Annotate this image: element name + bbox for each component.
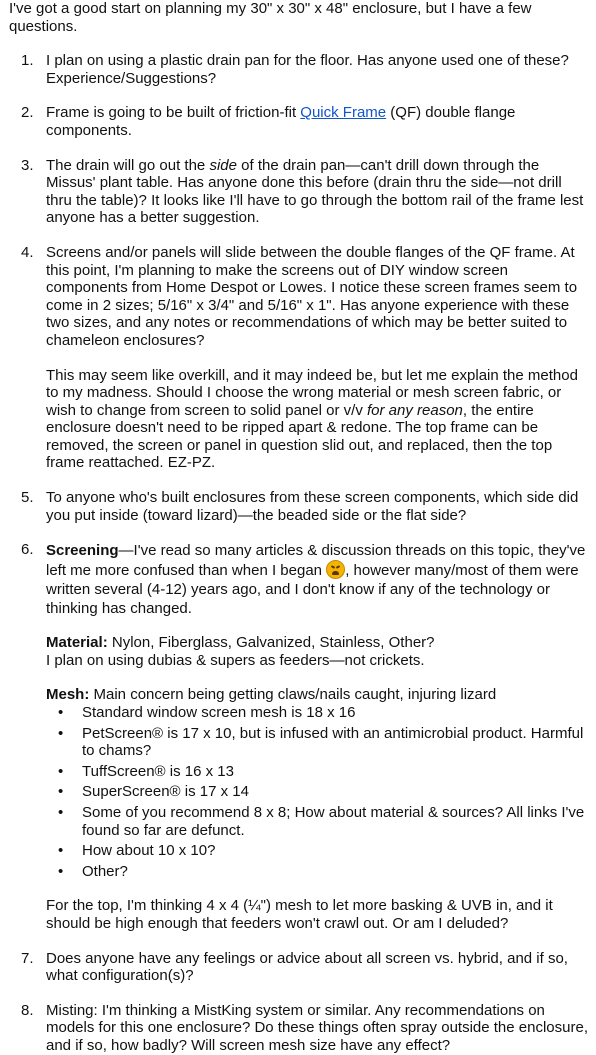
question-number: 1. xyxy=(21,52,34,70)
material-options: Nylon, Fiberglass, Galvanized, Stainless, Other? xyxy=(107,634,435,652)
text-segment: , the entire enclosure doesn't need to be ripped apart & redone. The top frame can be removed, the screen or panel in question slid out, and replaced, then the top frame reattached. EZ-PZ. xyxy=(46,401,553,472)
list-item: • How about 10 x 10? xyxy=(58,842,590,860)
text-segment: , however many/most of them were written several (4-12) years ago, and I don't know if any of the technology or thinking has changed. xyxy=(46,562,579,618)
question-4 xyxy=(9,244,596,472)
question-number: 6. xyxy=(21,541,34,559)
question-text xyxy=(46,157,590,227)
emphasis-text: side xyxy=(209,156,237,174)
mesh-label: Mesh: xyxy=(46,686,90,704)
question-3 xyxy=(9,157,596,227)
question-6 xyxy=(9,541,596,932)
list-item: • Some of you recommend 8 x 8; How about material & sources? All links I've found so far are defunct. xyxy=(58,804,590,839)
text-segment: The drain will go out the xyxy=(46,156,210,174)
list-item: • TuffScreen® is 16 x 13 xyxy=(58,763,590,781)
question-8 xyxy=(9,1002,596,1055)
question-text xyxy=(46,541,590,618)
question-number: 4. xyxy=(21,243,34,261)
mesh-line xyxy=(46,686,590,704)
question-5 xyxy=(9,489,596,524)
list-item: • SuperScreen® is 17 x 14 xyxy=(58,783,590,801)
screening-heading: Screening xyxy=(46,542,119,560)
list-item: • PetScreen® is 17 x 10, but is infused with an antimicrobial product. Harmful to chams? xyxy=(58,725,590,760)
question-7 xyxy=(9,950,596,985)
text-segment: —I've read so many articles & discussion threads on this topic, they've left me more confused than when I began xyxy=(46,542,586,580)
text-segment: of the drain pan—can't drill down through the Missus' plant table. Has anyone done this before (drain thru the side—not drill thru the table)? It looks like I'll have to go through the bottom rail of the frame lest anyone has a better suggestion. xyxy=(46,156,584,227)
intro-text: I've got a good start on planning my 30" x 30" x 48" enclosure, but I have a few questions. xyxy=(9,0,532,35)
text-segment: This may seem like overkill, and it may indeed be, but let me explain the method to my madness. Should I choose the wrong material or mesh screen fabric, or wish to change from screen to solid panel or v/v xyxy=(46,366,578,419)
question-list xyxy=(9,52,596,1054)
text-segment: Frame is going to be built of friction-fit xyxy=(46,104,301,122)
mesh-list xyxy=(46,704,590,880)
question-followup xyxy=(46,367,590,473)
top-mesh-text: For the top, I'm thinking 4 x 4 (¼") mesh to let more basking & UVB in, and it should be high enough that feeders won't crawl out. Or am I deluded? xyxy=(46,897,553,932)
question-text xyxy=(46,104,590,139)
question-number: 5. xyxy=(21,489,34,507)
question-text: To anyone who's built enclosures from these screen components, which side did you put inside (toward lizard)—the beaded side or the flat side? xyxy=(46,489,579,524)
question-2 xyxy=(9,104,596,139)
question-text: Misting: I'm thinking a MistKing system or similar. Any recommendations on models for this one enclosure? Do these things often spray outside the enclosure, and if so, how badly? Will screen mesh size have any effect? xyxy=(46,1001,588,1054)
material-label: Material: xyxy=(46,634,108,652)
tired-face-emoji-icon xyxy=(326,560,345,579)
list-item: • Standard window screen mesh is 18 x 16 xyxy=(58,704,590,722)
question-1 xyxy=(9,52,596,87)
mesh-concern: Main concern being getting claws/nails caught, injuring lizard xyxy=(89,686,497,704)
question-text: Does anyone have any feelings or advice about all screen vs. hybrid, and if so, what configuration(s)? xyxy=(46,949,568,985)
question-text: I plan on using a plastic drain pan for the floor. Has anyone used one of these? Experience/Suggestions? xyxy=(46,52,569,87)
question-number: 7. xyxy=(21,949,34,967)
text-segment: (QF) double flange components. xyxy=(46,104,516,139)
question-number: 8. xyxy=(21,1001,34,1019)
question-number: 2. xyxy=(21,104,34,122)
question-number: 3. xyxy=(21,156,34,174)
quick-frame-link[interactable]: Quick Frame xyxy=(300,104,387,122)
list-item: • Other? xyxy=(58,863,590,881)
question-text: Screens and/or panels will slide between the double flanges of the QF frame. At this point, I'm planning to make the screens out of DIY window screen components from Home Despot or Lowes. I notice these screen frames seem to come in 2 sizes; 5/16" x 3/4" and 5/16" x 1". Has anyone experience with these two sizes, and any notes or recommendations of which may be better suited to chameleon enclosures? xyxy=(46,243,578,349)
material-line xyxy=(46,634,590,652)
emphasis-text: for any reason xyxy=(367,401,463,419)
feeder-note: I plan on using dubias & supers as feeders—not crickets. xyxy=(46,651,425,669)
